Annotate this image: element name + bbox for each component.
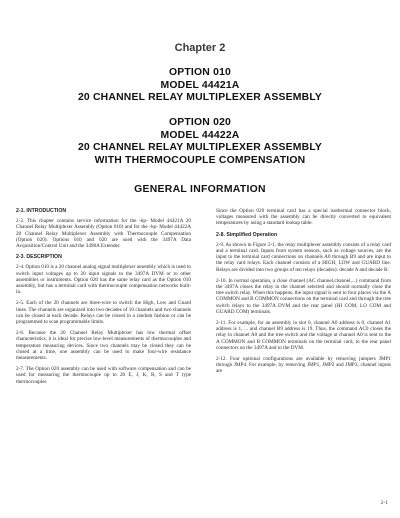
paragraph: 2-11. For example, for an assembly in slot 0, channel A0 address is 0, channel A1 address is 1, ... and channel B9 address is 19. Thus, the command AC0 closes the relay in channel A0 and the tree switch and the voltage at channel A0 is sent to the A COMMON and B COMMON terminals on the terminal card, to the rear panel connectors on the 3497A and to the DVM. (216, 320, 391, 351)
subsection-heading: 2-3. DESCRIPTION (16, 254, 62, 261)
title-block-option-020 (0, 117, 400, 167)
paragraph: 2-10. In normal operation, a close channel (AC channel,channel,...) command from the 3497A closes the relay in the channel selected and should normally close the tree switch relay. When this happens, the input signal is sent to four places via the A COMMON and B COMMON connections on the terminal card and through the tree switch relays to the 3497A DVM and the rear panel (HI COM, LO COM and GUARD COM) terminals. (216, 277, 391, 315)
paragraph: 2-12. Four optional configurations are available by removing jumpers JMP1 through JMP4. For example, by removing JMP1, JMP2 and JMP3, channel inputs are (216, 356, 391, 375)
title-line: OPTION 020 (168, 117, 232, 128)
left-column (16, 208, 191, 390)
chapter-label: Chapter 2 (174, 42, 226, 54)
paragraph: 2-7. The Option 020 assembly can be used with software compensation and can be used for measuring the thermocouple up to 20 E, J, K, R, S and T type thermocouples (16, 366, 191, 385)
subsection-heading: 2-1. INTRODUCTION (16, 208, 67, 214)
paragraph: 2-9. As shown in Figure 2-1, the relay multiplexer assembly consists of a relay card and a terminal card. Inputs from system sensors, such as voltage sources, are the input to the terminal card connections on channels A0 through B9 and are input to the relay card relays. Each channel consists of a HIGH, LOW and GUARD line. Relays are divided into two groups of ten relays (decades): decade A and decade B. (216, 241, 391, 273)
subsection-heading: 2-8. Simplified Operation (216, 231, 278, 238)
paragraph: 2-5. Each of the 20 channels are three-wire to switch the High, Low and Guard lines. The channels are organized into two decades of 10 channels and two channels can be closed at each decade. Relays can be closed in a random fashion or can be programmed to scan programmable limits. (16, 300, 191, 326)
paragraph: 2-4. Option 010 is a 20 channel analog signal multiplexer assembly which is used to switch input voltages up to 20 input signals to the 3497A DVM or to other assemblies or instruments. Option 020 has the same relay card as the Option 010 assembly, but has a terminal card with thermocouple compensation networks built-in. (16, 264, 191, 296)
section-heading: GENERAL INFORMATION (134, 184, 266, 195)
title-line: 20 CHANNEL RELAY MULTIPLEXER ASSEMBLY (77, 92, 323, 104)
title-line: 20 CHANNEL RELAY MULTIPLEXER ASSEMBLY (77, 142, 323, 154)
paragraph: Since the Option 020 terminal card has a special isothermal connector block, voltages measured with the assembly can be directly converted to equivalent temperatures by using a standard lookup table. (216, 208, 391, 227)
title-line: OPTION 010 (168, 67, 232, 78)
paragraph: 2-2. This chapter contains service information for the -hp- Model 44421A 20 Channel Relay Multiplexer Assembly (Option 010) and for the -hp- Model 44422A 20 Channel Relay Multiplexer Assembly with Thermocouple Compensation (Option 020). Options 010 and 020 are used with the 3497A Data Acquisition/Control Unit and the 3498A Extender. (16, 218, 191, 250)
title-line: MODEL 44422A (160, 129, 240, 141)
title-line: WITH THERMOCOUPLE COMPENSATION (94, 154, 306, 166)
paragraph: 2-6. Because the 20 Channel Relay Multiplexer has low thermal offset characteristics, it is ideal for precise low-level measurements of thermocouples and temperature measuring devices. Since two channels may be closed they can be closed at a time, one assembly can be used to make four-wire resistance measurements. (16, 330, 191, 362)
title-line: MODEL 44421A (160, 79, 240, 91)
title-block-option-010 (0, 67, 400, 105)
right-column (216, 208, 391, 380)
page-number: 2-1 (380, 500, 388, 506)
